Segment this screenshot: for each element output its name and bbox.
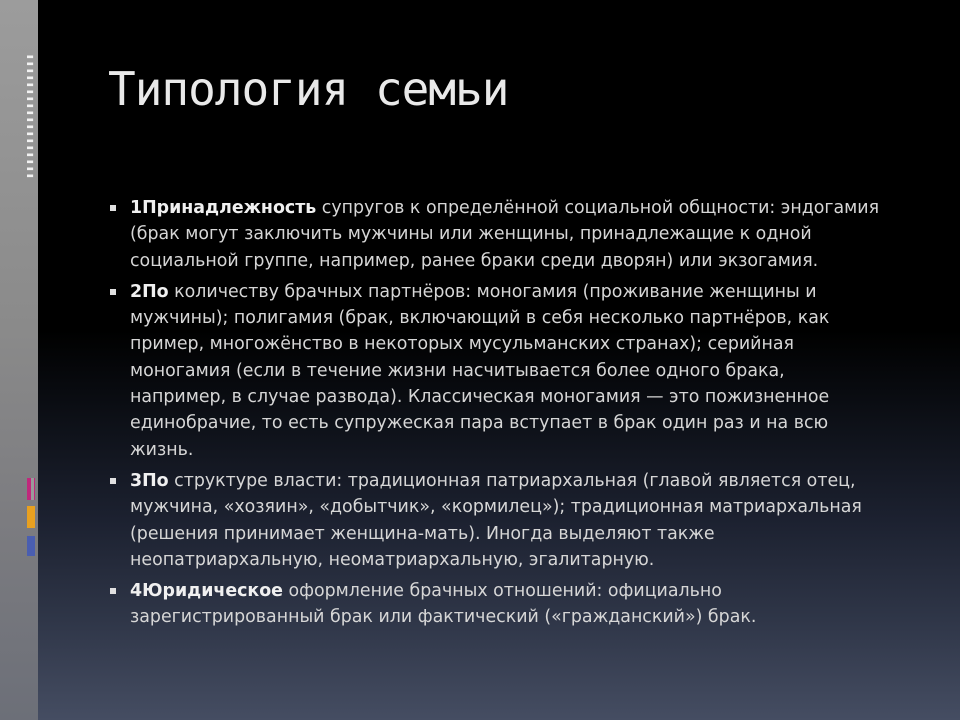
band-stripe — [27, 77, 33, 80]
band-stripes-decoration — [27, 0, 34, 720]
bullet-keyword: 3По — [130, 470, 169, 491]
accent-mark-gray — [31, 478, 34, 500]
bullet-item-4 — [110, 578, 880, 631]
bullet-square-icon — [110, 588, 116, 594]
band-stripe — [27, 70, 33, 73]
bullet-square-icon — [110, 478, 116, 484]
bullet-text: количеству брачных партнёров: моногамия (проживание женщины и мужчины); полигамия (брак, включающий в себя несколько партнёров, как пример, многожёнство в некоторых мусульманских странах); серийная моногамия (если в течение жизни насчитывается более одного брака, например, в случае развода). Классическая моногамия — это пожизненное единобрачие, то есть супружеская пара вступает в брак один раз и на всю жизнь. — [130, 281, 830, 460]
band-stripe — [27, 105, 33, 108]
bullet-square-icon — [110, 289, 116, 295]
bullet-text: структуре власти: традиционная патриархальная (главой является отец, мужчина, «хозяин», «добытчик», «кормилец»); традиционная матриархальная (решения принимает женщина-мать). Иногда выделяют также неопатриархальную, неоматриархальную, эгалитарную. — [130, 470, 862, 570]
band-stripe — [27, 154, 33, 157]
bullet-text: оформление брачных отношений: официально зарегистрированный брак или фактический («гражданский») брак. — [130, 581, 757, 628]
band-stripe — [27, 133, 33, 136]
band-stripe — [27, 112, 33, 115]
bullet-keyword: 2По — [130, 281, 169, 302]
band-stripe — [27, 84, 33, 87]
slide-title: Типология семьи — [108, 62, 509, 116]
band-stripe — [27, 140, 33, 143]
band-stripe — [27, 91, 33, 94]
bullet-item-3 — [110, 468, 880, 573]
bullet-keyword: 1Принадлежность — [130, 198, 317, 218]
band-stripe — [27, 98, 33, 101]
band-stripe — [27, 119, 33, 122]
band-stripe — [27, 56, 33, 59]
accent-mark-blue — [27, 536, 35, 556]
bullet-keyword: 4Юридическое — [130, 581, 283, 602]
band-stripe — [27, 147, 33, 150]
bullet-item-2 — [110, 279, 880, 463]
bullet-text: супругов к определённой социальной общности: эндогамия (брак могут заключить мужчины или женщины, принадлежащие к одной социальной группе, например, ранее браки среди дворян) или экзогамия. — [130, 198, 880, 271]
accent-mark-orange — [27, 506, 35, 528]
bullet-item-1 — [110, 195, 880, 274]
band-stripe — [27, 126, 33, 129]
band-stripe — [27, 168, 33, 171]
band-stripe — [27, 175, 33, 178]
band-stripe — [27, 63, 33, 66]
bullet-list — [110, 195, 880, 636]
bullet-square-icon — [110, 205, 116, 211]
band-stripe — [27, 161, 33, 164]
